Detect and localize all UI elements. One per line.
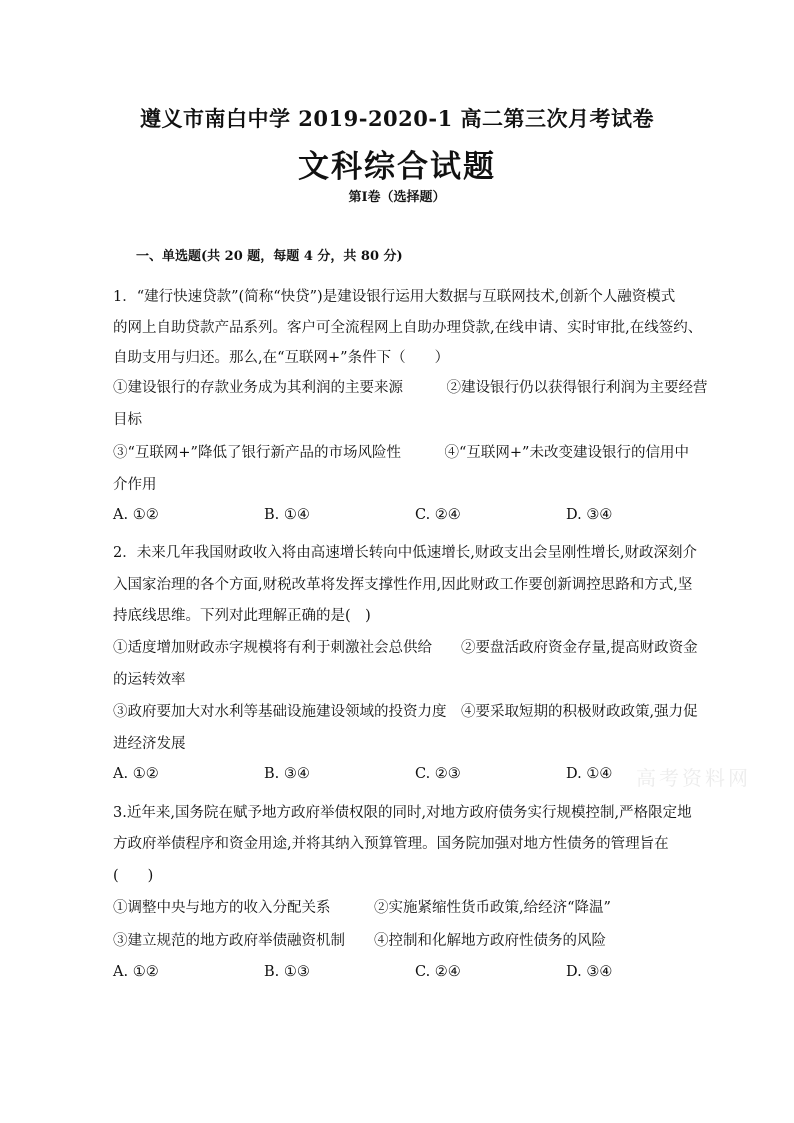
question-3-line-4: ①调整中央与地方的收入分配关系 ②实施紧缩性货币政策,给经济“降温”: [113, 900, 611, 916]
question-3-line-1: 3.近年来,国务院在赋予地方政府举债权限的同时,对地方政府债务实行规模控制,严格限定地: [113, 805, 692, 821]
question-3-option-c[interactable]: C. ②④: [415, 964, 461, 980]
question-2-line-7: 进经济发展: [113, 736, 186, 752]
question-2-line-1: 2．未来几年我国财政收入将由高速增长转向中低速增长,财政支出会呈刚性增长,财政深刻介: [113, 545, 697, 561]
question-1-option-a[interactable]: A. ①②: [113, 507, 159, 523]
question-2-option-d[interactable]: D. ①④: [566, 766, 613, 782]
question-3-line-3: ( ): [113, 868, 154, 884]
question-1-line-2: 的网上自助贷款产品系列。客户可全流程网上自助办理贷款,在线申请、实时审批,在线签约、: [113, 320, 703, 336]
question-2-option-a[interactable]: A. ①②: [113, 766, 159, 782]
question-1-option-c[interactable]: C. ②④: [415, 507, 461, 523]
question-1-line-1: 1．“建行快速贷款”(简称“快贷”)是建设银行运用大数据与互联网技术,创新个人融资模式: [113, 289, 676, 305]
question-1-option-d[interactable]: D. ③④: [566, 507, 613, 523]
question-2-line-6: ③政府要加大对水利等基础设施建设领域的投资力度 ④要采取短期的积极财政政策,强力促: [113, 704, 698, 720]
question-1-option-b[interactable]: B. ①④: [264, 507, 310, 523]
question-3-line-5: ③建立规范的地方政府举债融资机制 ④控制和化解地方政府性债务的风险: [113, 933, 606, 949]
exam-title: 遵义市南白中学 2019-2020-1 高二第三次月考试卷: [139, 106, 655, 131]
watermark: 高考资料网: [636, 766, 751, 790]
question-2-line-4: ①适度增加财政赤字规模将有利于刺激社会总供给 ②要盘活政府资金存量,提高财政资金: [113, 640, 698, 656]
question-1-line-5: 目标: [113, 412, 142, 428]
question-2-option-b[interactable]: B. ③④: [264, 766, 310, 782]
question-3-option-b[interactable]: B. ①③: [264, 964, 310, 980]
volume-label: 第Ⅰ卷（选择题）: [348, 190, 446, 205]
question-1-line-3: 自助支用与归还。那么,在“互联网+”条件下（ ）: [113, 350, 450, 366]
question-3-option-a[interactable]: A. ①②: [113, 964, 159, 980]
question-2-line-5: 的运转效率: [113, 672, 186, 688]
question-3-option-d[interactable]: D. ③④: [566, 964, 613, 980]
question-2-line-3: 持底线思维。下列对此理解正确的是( ): [113, 608, 371, 624]
question-2-line-2: 入国家治理的各个方面,财税改革将发挥支撑性作用,因此财政工作要创新调控思路和方式,坚: [113, 577, 693, 593]
question-3-line-2: 方政府举债程序和资金用途,并将其纳入预算管理。国务院加强对地方性债务的管理旨在: [113, 836, 669, 852]
question-2-option-c[interactable]: C. ②③: [415, 766, 461, 782]
subject-title: 文科综合试题: [298, 149, 496, 185]
question-1-line-4: ①建设银行的存款业务成为其利润的主要来源 ②建设银行仍以获得银行利润为主要经营: [113, 380, 708, 396]
question-1-line-6: ③“互联网+”降低了银行新产品的市场风险性 ④“互联网+”未改变建设银行的信用中: [113, 445, 689, 461]
question-1-line-7: 介作用: [113, 477, 157, 493]
section-heading: 一、单选题(共 20 题，每题 4 分，共 80 分): [136, 249, 403, 264]
